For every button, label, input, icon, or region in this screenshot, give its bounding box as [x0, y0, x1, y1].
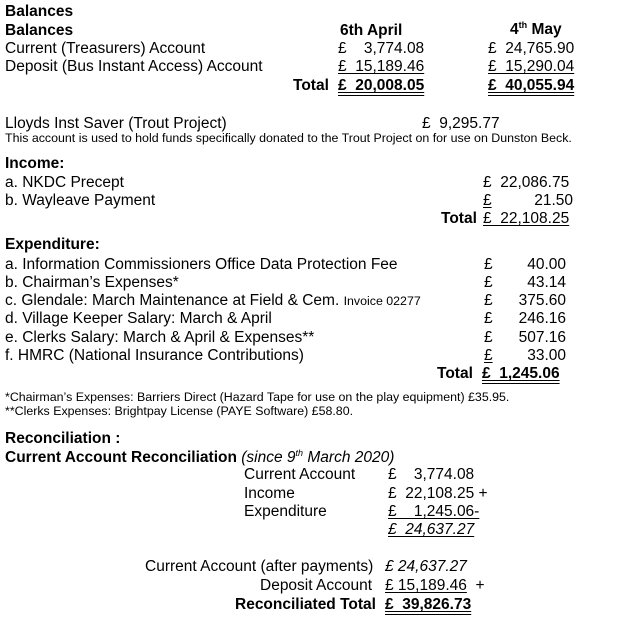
expenditure-heading: Expenditure: [5, 236, 100, 253]
balance-row-may: £ 24,765.90 [488, 40, 575, 57]
lloyds-note: This account is used to hold funds specifically donated to the Trout Project on for use on Dunston Beck. [5, 131, 572, 145]
expenditure-item-label: b. Chairman’s Expenses* [5, 274, 179, 291]
expenditure-item-label: d. Village Keeper Salary: March & April [5, 310, 272, 327]
income-item-amount: £ 22,086.75 [483, 174, 570, 191]
expenditure-item-label: c. Glendale: March Maintenance at Field & Cem. Invoice 02277 [5, 292, 421, 309]
balances-total-may: £ 40,055.94 [488, 77, 575, 94]
balance-row-may: £ 15,290.04 [488, 58, 575, 75]
deposit-amount-line: £ 15,189.46 + [385, 577, 485, 594]
expenditure-total-label: Total [437, 365, 473, 382]
expenditure-item-amount: 375.60 [518, 292, 566, 309]
recon-result: £ 24,637.27 [388, 521, 475, 538]
balances-heading: Balances [5, 3, 74, 20]
income-item-label: b. Wayleave Payment [5, 192, 156, 209]
expenditure-currency: £ [484, 274, 493, 291]
footnote: *Chairman’s Expenses: Barriers Direct (Hazard Tape for use on the play equipment) £35.95. [5, 390, 510, 404]
recon-line-amount: £ 22,108.25 + [388, 485, 488, 502]
invoice-note: Invoice 02277 [343, 294, 421, 308]
balances-total-april: £ 20,008.05 [338, 77, 425, 94]
lloyds-label: Lloyds Inst Saver (Trout Project) [5, 115, 227, 132]
expenditure-item-amount: 40.00 [527, 256, 566, 273]
expenditure-item-label: e. Clerks Salary: March & April & Expenses** [5, 329, 315, 346]
income-heading: Income: [5, 155, 65, 172]
balances-subheading: Balances [5, 22, 74, 39]
balance-row-label: Deposit (Bus Instant Access) Account [5, 58, 263, 75]
after-payments-amount: £ 24,637.27 [385, 558, 467, 575]
balances-total-label: Total [293, 77, 329, 94]
reconciliated-total-label: Reconciliated Total [235, 596, 376, 613]
expenditure-item-label: f. HMRC (National Insurance Contributions) [5, 347, 304, 364]
income-total: £ 22,108.25 [483, 210, 570, 227]
recon-line-label: Income [244, 485, 295, 502]
reconciliation-subheading: Current Account Reconciliation (since 9th March 2020) [5, 448, 395, 466]
recon-line-amount: £ 1,245.06- [388, 503, 480, 520]
after-payments-label: Current Account (after payments) [145, 558, 374, 575]
deposit-label: Deposit Account [260, 577, 373, 594]
expenditure-currency: £ [484, 256, 493, 273]
footnote: **Clerks Expenses: Brightpay License (PAYE Software) £58.80. [5, 404, 354, 418]
recon-line-amount: £ 3,774.08 [388, 466, 475, 483]
lloyds-amount: £ 9,295.77 [422, 115, 500, 132]
col-april-header: 6th April [340, 22, 403, 39]
balance-row-april: £ 3,774.08 [338, 40, 425, 57]
reconciliation-heading: Reconciliation : [5, 430, 121, 447]
expenditure-item-label: a. Information Commissioners Office Data Protection Fee [5, 256, 398, 273]
balance-row-april: £ 15,189.46 [338, 58, 425, 75]
col-may-header: 4th May [510, 20, 562, 38]
expenditure-total: £ 1,245.06 [482, 365, 560, 382]
balance-row-label: Current (Treasurers) Account [5, 40, 206, 57]
expenditure-currency: £ [484, 310, 493, 327]
expenditure-item-amount-underlined: £ 33.00 [484, 347, 566, 364]
expenditure-item-amount: 507.16 [518, 329, 566, 346]
income-total-label: Total [441, 210, 477, 227]
recon-line-label: Current Account [244, 466, 356, 483]
expenditure-currency: £ [484, 329, 493, 346]
income-item-amount: £ 21.50 [483, 192, 573, 209]
expenditure-item-amount: 246.16 [518, 310, 566, 327]
expenditure-item-amount: 43.14 [527, 274, 566, 291]
reconciliated-total-amount: £ 39,826.73 [385, 596, 472, 613]
income-item-label: a. NKDC Precept [5, 174, 124, 191]
recon-line-label: Expenditure [244, 503, 327, 520]
expenditure-currency: £ [484, 292, 493, 309]
